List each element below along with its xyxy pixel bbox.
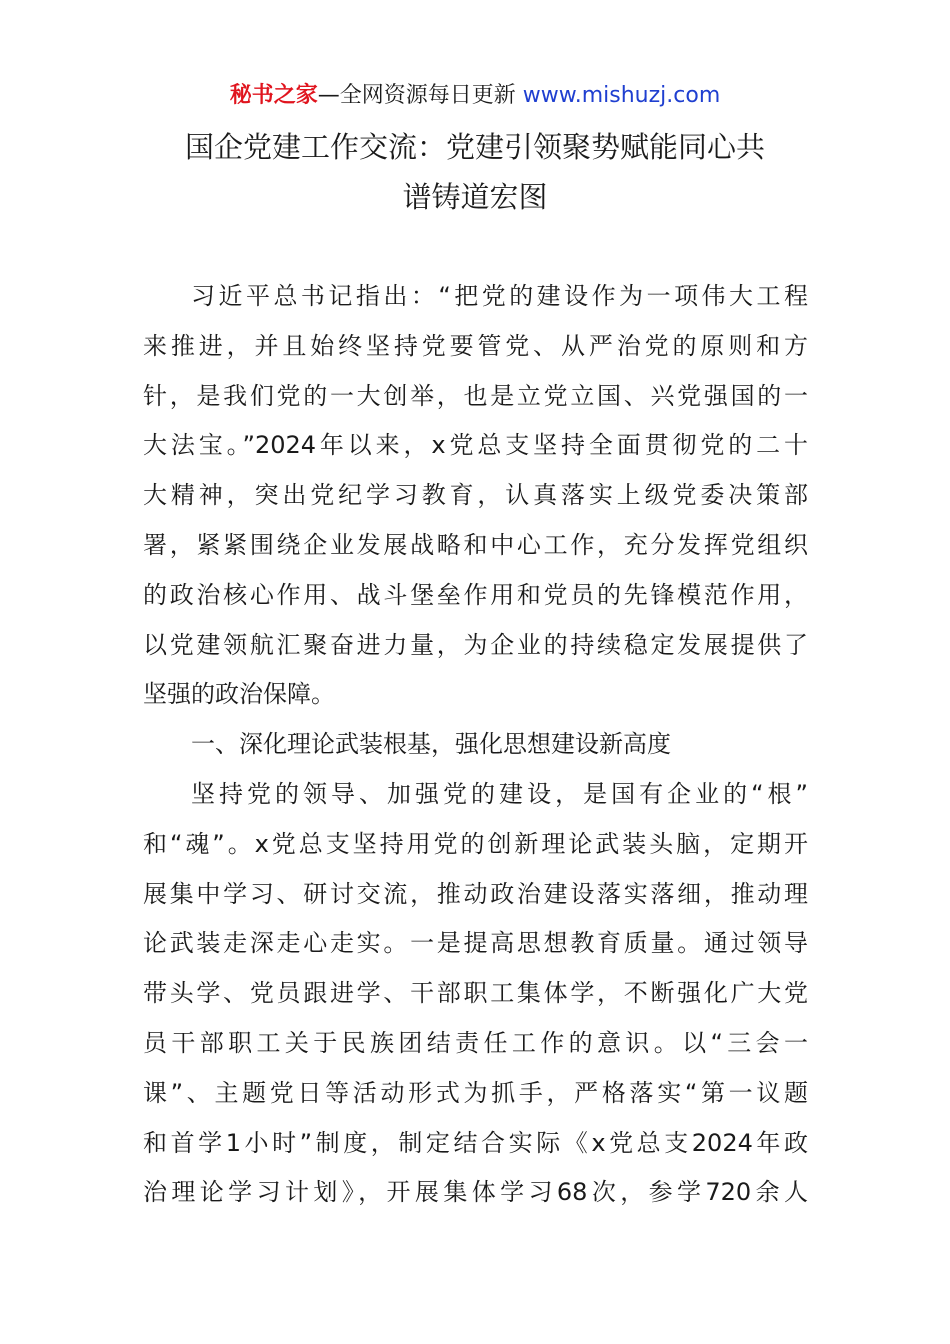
title-line-1: 国企党建工作交流：党建引领聚势赋能同心共	[184, 130, 765, 164]
paragraph-1-line: 署，紧紧围绕企业发展战略和中心工作，充分发挥党组织	[143, 530, 808, 559]
site-header	[0, 80, 950, 112]
title-line-2: 谱铸道宏图	[402, 180, 548, 214]
paragraph-2-line: 带头学、党员跟进学、干部职工集体学，不断强化广大党	[143, 979, 808, 1008]
document-body	[143, 272, 808, 1218]
paragraph-1-line: 习近平总书记指出：“把党的建设作为一项伟大工程	[191, 282, 808, 310]
paragraph-1-line: 以党建领航汇聚奋进力量，为企业的持续稳定发展提供了	[143, 630, 808, 659]
site-tagline: —全网资源每日更新	[317, 83, 523, 108]
paragraph-1-line: 的政治核心作用、战斗堡垒作用和党员的先锋模范作用，	[143, 580, 808, 609]
paragraph-2-line: 课”、主题党日等活动形式为抓手，严格落实“第一议题	[143, 1078, 808, 1107]
paragraph-2-line: 展集中学习、研讨交流，推动政治建设落实落细，推动理	[143, 879, 808, 908]
paragraph-2-line: 和“魂”。x党总支坚持用党的创新理论武装头脑，定期开	[143, 829, 808, 858]
paragraph-1-line: 针，是我们党的一大创举，也是立党立国、兴党强国的一	[143, 381, 808, 410]
paragraph-1-line: 大法宝。”2024年以来，x党总支坚持全面贯彻党的二十	[143, 431, 808, 460]
site-url-link[interactable]: www.mishuzj.com	[522, 83, 721, 108]
document-title	[100, 122, 850, 222]
paragraph-2-line: 坚持党的领导、加强党的建设，是国有企业的“根”	[191, 779, 808, 808]
paragraph-1-line: 坚强的政治保障。	[143, 680, 335, 709]
site-name: 秘书之家	[229, 83, 318, 108]
paragraph-2-line: 论武装走深走心走实。一是提高思想教育质量。通过领导	[143, 929, 808, 958]
section-heading: 一、深化理论武装根基，强化思想建设新高度	[191, 730, 671, 759]
paragraph-2-line: 员干部职工关于民族团结责任工作的意识。以“三会一	[143, 1028, 808, 1057]
paragraph-1-line: 大精神，突出党纪学习教育，认真落实上级党委决策部	[143, 481, 808, 510]
paragraph-1-line: 来推进，并且始终坚持党要管党、从严治党的原则和方	[143, 331, 808, 360]
paragraph-2-line: 和首学1小时”制度，制定结合实际《x党总支2024年政	[143, 1128, 808, 1157]
paragraph-2-line: 治理论学习计划》，开展集体学习68次，参学720余人	[143, 1178, 808, 1207]
